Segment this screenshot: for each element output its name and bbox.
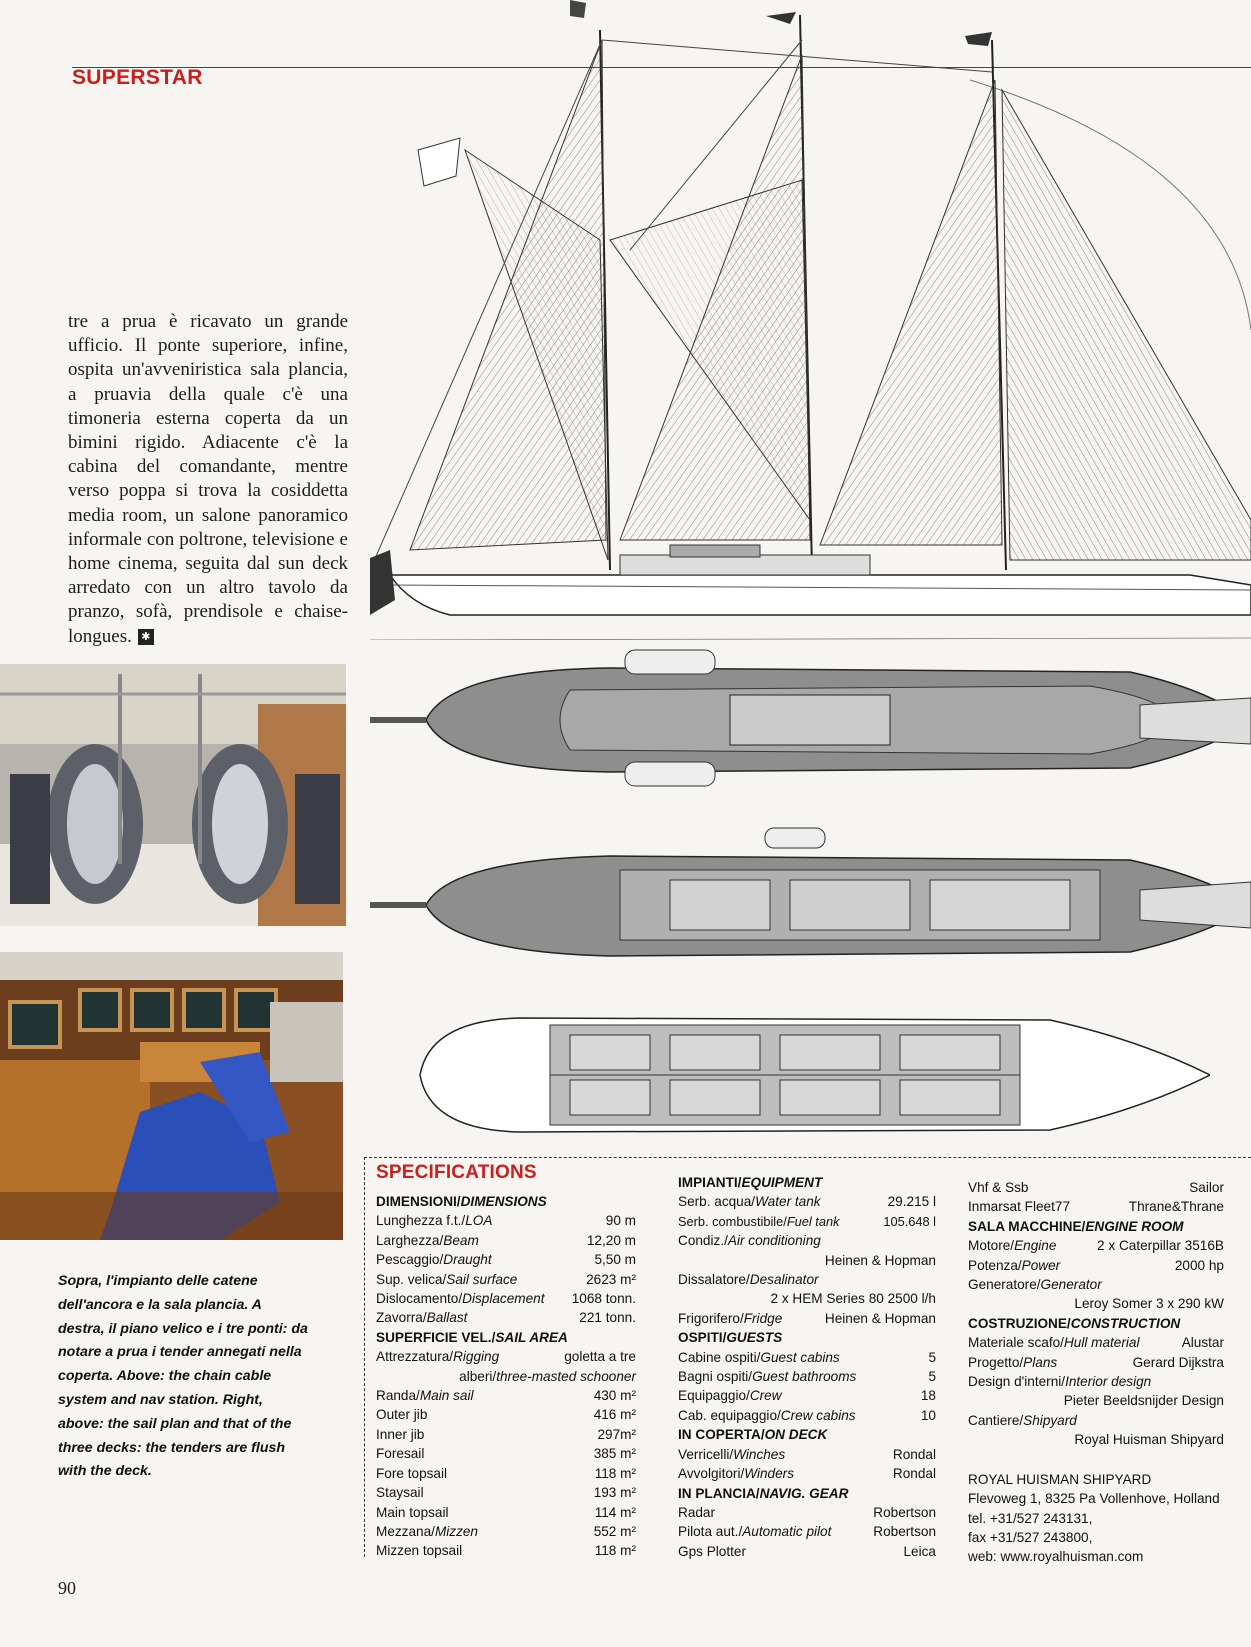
spec-row xyxy=(376,1386,636,1405)
spec-row xyxy=(376,1270,636,1289)
engine-room-title: SALA MACCHINE/ENGINE ROOM xyxy=(968,1218,1184,1234)
spec-row xyxy=(376,1231,636,1250)
desalinator-value: 2 x HEM Series 80 2500 l/h xyxy=(770,1291,936,1307)
photo-caption xyxy=(58,1270,308,1484)
rigging-row: Attrezzatura/Rigging goletta a tre xyxy=(376,1349,636,1365)
spec-value: 5,50 m xyxy=(594,1252,636,1268)
page-number: 90 xyxy=(58,1578,76,1598)
spec-label: Mezzana/Mizzen xyxy=(376,1523,478,1539)
spec-value: 90 m xyxy=(605,1213,636,1229)
nav-station-photo xyxy=(0,952,343,1240)
spec-value: Thrane&Thrane xyxy=(1128,1199,1224,1215)
spec-label: Fore topsail xyxy=(376,1465,448,1481)
equipment-title: IMPIANTI/EQUIPMENT xyxy=(678,1175,823,1190)
spec-value: 12,20 m xyxy=(586,1232,636,1248)
hull-material-row: Materiale scafo/Hull material Alustar xyxy=(968,1335,1224,1351)
spec-value: 118 m² xyxy=(594,1543,636,1559)
spec-value: 18 xyxy=(920,1388,936,1404)
spec-row xyxy=(678,1445,936,1464)
upper-deck-plan xyxy=(370,640,1251,820)
spec-label: Staysail xyxy=(376,1485,424,1501)
spec-label: Equipaggio/Crew xyxy=(678,1388,782,1404)
spec-row xyxy=(968,1236,1224,1255)
specs-column-3 xyxy=(968,1178,1224,1567)
spec-row xyxy=(376,1522,636,1541)
lower-deck-plan xyxy=(410,1000,1210,1150)
dimensions-list xyxy=(376,1211,636,1327)
fridge-row: Frigorifero/Fridge Heinen & Hopman xyxy=(678,1310,936,1326)
generator-value: Leroy Somer 3 x 290 kW xyxy=(1074,1296,1224,1312)
spec-value: 430 m² xyxy=(593,1388,636,1404)
spec-value: Rondal xyxy=(892,1466,936,1482)
spec-row xyxy=(376,1289,636,1308)
specifications-heading: SPECIFICATIONS xyxy=(376,1162,537,1183)
caption-english: Above: the chain cable system and nav station. Right, above: the sail plan and that of the three decks: the tenders are flush with the deck. xyxy=(58,1368,292,1480)
spec-row xyxy=(678,1542,936,1561)
spec-row xyxy=(376,1405,636,1424)
spec-label: Pescaggio/Draught xyxy=(376,1252,492,1268)
spec-row xyxy=(678,1367,936,1386)
spec-value: 5 xyxy=(928,1349,936,1365)
nav-gear-title: IN PLANCIA/NAVIG. GEAR xyxy=(678,1485,849,1501)
water-tank-row: Serb. acqua/Water tank 29.215 l xyxy=(678,1194,936,1210)
article-paragraph: tre a prua è ricavato un grande ufficio. Il ponte superiore, infine, ospita un'avveniristica sala plancia, a pruavia della quale c'è una timoneria esterna coperta da un bimini rigido. Adiacente c'è la cabina del comandante, mentre verso poppa si trova la cosiddetta media room, un salone panoramico informale con poltrone, televisione e home cinema, seguita dal sun deck arredato con un altro tavolo da pranzo, sofà, prendisole e chaise-longues. xyxy=(68,311,348,647)
address-line: tel. +31/527 243131, xyxy=(968,1510,1093,1526)
spec-label: Lunghezza f.t./LOA xyxy=(376,1213,493,1229)
main-deck-plan xyxy=(370,820,1251,990)
spec-label: Pilota aut./Automatic pilot xyxy=(678,1524,832,1540)
spec-row xyxy=(376,1308,636,1327)
engine-list xyxy=(968,1236,1224,1275)
spec-label: Outer jib xyxy=(376,1407,428,1423)
spec-row xyxy=(376,1444,636,1463)
spec-value: 114 m² xyxy=(594,1504,636,1520)
spec-row xyxy=(678,1464,936,1483)
address-line: ROYAL HUISMAN SHIPYARD xyxy=(968,1471,1152,1487)
spec-row xyxy=(678,1406,936,1425)
spec-label: Main topsail xyxy=(376,1504,449,1520)
spec-row xyxy=(376,1541,636,1560)
spec-value: 385 m² xyxy=(593,1446,636,1462)
chain-cable-photo xyxy=(0,664,346,926)
radio-list xyxy=(968,1178,1224,1217)
shipyard-value: Royal Huisman Shipyard xyxy=(1074,1432,1224,1448)
spec-label: Randa/Main sail xyxy=(376,1388,474,1404)
spec-row xyxy=(968,1197,1224,1216)
shipyard-label: Cantiere/Shipyard xyxy=(968,1412,1077,1428)
spec-value: 193 m² xyxy=(593,1485,636,1501)
spec-row xyxy=(678,1348,936,1367)
interior-design-label: Design d'interni/Interior design xyxy=(968,1374,1152,1390)
spec-value: Leica xyxy=(903,1543,936,1559)
spec-label: Inner jib xyxy=(376,1426,425,1442)
spec-value: 2 x Caterpillar 3516B xyxy=(1097,1238,1224,1254)
spec-value: 2623 m² xyxy=(586,1271,636,1287)
spec-row xyxy=(376,1483,636,1502)
spec-value: 10 xyxy=(920,1407,936,1423)
spec-value: 297m² xyxy=(597,1426,636,1442)
interior-design-value: Pieter Beeldsnijder Design xyxy=(1063,1393,1224,1409)
spec-label: Vhf & Ssb xyxy=(968,1180,1029,1195)
spec-value: Robertson xyxy=(873,1504,936,1520)
spec-row xyxy=(376,1211,636,1230)
spec-row xyxy=(678,1503,936,1522)
spec-value: 552 m² xyxy=(593,1523,636,1539)
spec-label: Bagni ospiti/Guest bathrooms xyxy=(678,1369,857,1385)
air-conditioning-value: Heinen & Hopman xyxy=(824,1252,936,1268)
spec-label: Foresail xyxy=(376,1446,425,1462)
spec-row xyxy=(376,1503,636,1522)
article-body-text xyxy=(68,310,348,649)
end-of-article-icon: ✱ xyxy=(138,629,154,645)
spec-label: Avvolgitori/Winders xyxy=(678,1466,794,1482)
spec-row xyxy=(968,1256,1224,1275)
spec-value: 118 m² xyxy=(594,1465,636,1481)
spec-row xyxy=(376,1464,636,1483)
spec-label: Larghezza/Beam xyxy=(376,1232,479,1248)
spec-label: Mizzen topsail xyxy=(376,1543,463,1559)
address-line[interactable]: web: www.royalhuisman.com xyxy=(968,1549,1144,1565)
caption-italian: Sopra, l'impianto delle catene dell'ancora e la sala plancia. A destra, il piano velico e i tre ponti: da notare a prua i tender annegati nella coperta. xyxy=(58,1273,308,1385)
spec-row xyxy=(678,1386,936,1405)
spec-label: Potenza/Power xyxy=(968,1257,1061,1273)
spec-label: Zavorra/Ballast xyxy=(376,1310,468,1326)
spec-label: Radar xyxy=(678,1504,716,1520)
rigging-row-2: alberi/three-masted schooner xyxy=(459,1368,636,1384)
spec-row xyxy=(968,1178,1224,1197)
spec-row xyxy=(678,1522,936,1541)
section-title: SUPERSTAR xyxy=(72,66,203,89)
spec-label: Cabine ospiti/Guest cabins xyxy=(678,1349,840,1365)
generator-label: Generatore/Generator xyxy=(968,1277,1102,1293)
air-conditioning-label: Condiz./Air conditioning xyxy=(678,1233,821,1249)
desalinator-label: Dissalatore/Desalinator xyxy=(678,1272,819,1288)
specifications-separator xyxy=(364,1157,365,1557)
construction-title: COSTRUZIONE/CONSTRUCTION xyxy=(968,1315,1181,1331)
spec-value: Rondal xyxy=(892,1446,936,1462)
spec-label: Motore/Engine xyxy=(968,1238,1057,1254)
on-deck-title: IN COPERTA/ON DECK xyxy=(678,1427,828,1443)
sails-list xyxy=(376,1386,636,1561)
address-line: fax +31/527 243800, xyxy=(968,1529,1093,1545)
plans-row: Progetto/Plans Gerard Dijkstra xyxy=(968,1354,1224,1370)
shipyard-address xyxy=(968,1470,1224,1567)
spec-value: 221 tonn. xyxy=(579,1310,636,1326)
nav-gear-list xyxy=(678,1503,936,1561)
spec-label: Inmarsat Fleet77 xyxy=(968,1199,1070,1215)
spec-label: Verricelli/Winches xyxy=(678,1446,786,1462)
spec-label: Dislocamento/Displacement xyxy=(376,1291,545,1307)
sail-plan-drawing xyxy=(370,0,1251,640)
spec-value: Sailor xyxy=(1189,1180,1224,1195)
spec-value: 1068 tonn. xyxy=(571,1291,636,1307)
spec-value: Robertson xyxy=(873,1524,936,1540)
spec-row xyxy=(376,1250,636,1269)
spec-value: 2000 hp xyxy=(1174,1257,1224,1273)
spec-label: Sup. velica/Sail surface xyxy=(376,1271,518,1287)
spec-value: 5 xyxy=(928,1369,936,1385)
dimensions-title: DIMENSIONI/DIMENSIONS xyxy=(376,1194,547,1209)
specs-column-1 xyxy=(376,1192,636,1561)
spec-label: Gps Plotter xyxy=(678,1543,746,1559)
sail-area-title: SUPERFICIE VEL./SAIL AREA xyxy=(376,1329,568,1345)
spec-label: Cab. equipaggio/Crew cabins xyxy=(678,1407,856,1423)
fuel-tank-row: Serb. combustibile/Fuel tank 105.648 l xyxy=(678,1213,936,1229)
guests-list xyxy=(678,1348,936,1426)
spec-value: 416 m² xyxy=(593,1407,636,1423)
specs-column-2 xyxy=(678,1173,936,1561)
address-line: Flevoweg 1, 8325 Pa Vollenhove, Holland xyxy=(968,1491,1220,1507)
on-deck-list xyxy=(678,1445,936,1484)
guests-title: OSPITI/GUESTS xyxy=(678,1330,783,1346)
spec-row xyxy=(376,1425,636,1444)
